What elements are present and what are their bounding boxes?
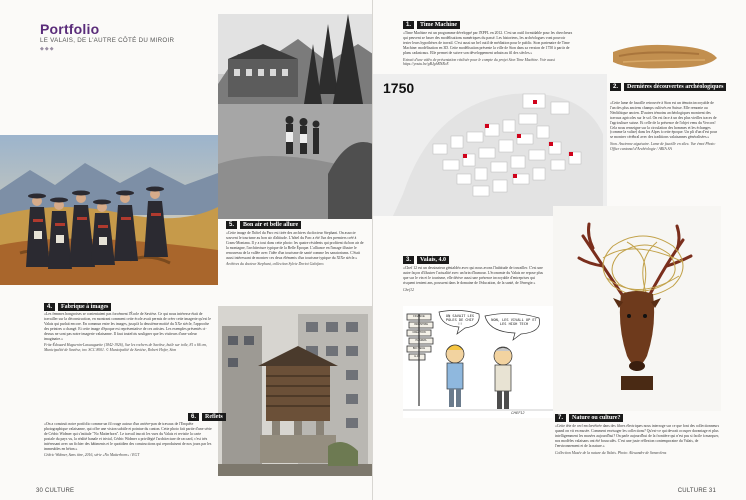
section-6-text: [44, 422, 212, 458]
portfolio-subtitle: LE VALAIS, DE L'AUTRE CÔTÉ DU MIROIR: [40, 37, 175, 44]
signpost-h30: H-30: [414, 355, 420, 358]
painting-illustration: [0, 135, 218, 285]
section-2-text: [610, 101, 720, 152]
cartoon-speech-1: ON SAVAIT LES PÔLES DE CHIF !!: [445, 314, 475, 326]
cartoon-valais-40: [403, 306, 553, 418]
section-5-text: [226, 231, 366, 267]
section-5-number: 5.: [226, 221, 237, 229]
label-section-4: [44, 303, 111, 311]
section-2-title: Dernières découvertes archéologiques: [624, 83, 726, 91]
section-7-credit: Collection Musée de la nature du Valais. Photo: Alexandre de Senarclens: [555, 450, 667, 455]
label-section-3: [403, 256, 449, 264]
label-section-1: [403, 21, 460, 29]
label-section-7: [555, 414, 623, 422]
section-6-credit: Cédric Widmer, Sans titre, 2016, série «No Matterhorn» / EGT: [44, 453, 140, 458]
section-2-number: 2.: [610, 83, 621, 91]
blade-illustration: [609, 38, 721, 78]
signpost-creation: CRÉATION: [412, 331, 426, 334]
section-1-body: «Time Machine est un programme développé par l'EPFL en 2012. C'est un outil formidable pour les chercheurs qui peuvent se baser des modélisations numériques du passé. Les historiens, les archéologues vont pouvoir tester leurs hypothèses de travail. C'est aussi un bel outil de médiation pour le public. Sion partenaire de Time Machine: modélisation en 3D. Cette modélisation présente la ville de Sion dans sa version de 1750 à partir de plans cadastraux. Elle permet de suivre son développement urbain au fil des siècles.»: [403, 31, 573, 55]
label-section-5: [226, 221, 301, 229]
section-2-credit: Sion. Ancienne aiguisaire. Lame de faucille en silex. Vue émoi Photo: Office cantonal d'Archéologie / ARIA SA: [610, 142, 716, 152]
section-6-body: «On a construit notre portfolio comme un fil rouge autour d'un arrière-pan de travaux de l'Enquête photographique valaisanne, qui offre une vision subtile et pointue du canton. Cette photo fait partie d'une série de Cédric Widmer qui s'intitule "No Matterhorn". Le travail inscrit les vues du Valais et revisite la carte postale du pays vu, la réalité banale et trivial, Cédric Widmer a privilégié l'architecture de raccard, c'est très intéressant avec un fichier des bâtiments et le quotidien des constructions qui reproduisent de nos jours par les immeubles en béton.»: [44, 422, 212, 451]
section-6-number: 6.: [188, 413, 199, 421]
hotel-illustration: [218, 14, 373, 219]
photo-deer-head: [553, 206, 721, 411]
deer-illustration: [553, 206, 721, 411]
raccard-illustration: [218, 306, 373, 476]
section-1-credit: Extrait d'une vidéo de présentation réalisée pour le compte du projet Sion Time Machine. Voir aussi https://youtu.be/gBJghRNRcE: [403, 57, 555, 67]
section-5-title: Bon air et belle allure: [240, 221, 301, 229]
section-4-credit: Fritz-Édouard Huguenin-Lassauguette (1842-1926), Sur les rochers de Savièse, huile sur toile, 81 x 66 cm, Municipalité de Savièse, inv. SCC 8001. © Municipalité de Savièse, Robert Hofer, Sion: [44, 343, 207, 353]
folio-right: CULTURE 31: [677, 488, 716, 494]
section-4-title: Fabrique à images: [58, 303, 111, 311]
section-5-body: «Cette image de l'hôtel du Parc est tirée des archives du docteur Stephani. On associe souvent le tourisme au bon air d'altitude. L'hôtel du Parc a été l'un des premiers créé à Crans-Montana. Il y a tout dans cette photo: les quatre résidents qui profitent du bon air de la montagne, l'architecture typique de la Belle Époque. L'alliance en l'image illustre le renouveau de la vallée avec l'idée d'un tourisme de santé comme les sanatoriums. C'était aussi intéressant de montrer ces deux éléments d'un tourisme typique du XIXe siècle.»: [226, 231, 364, 260]
section-1-title: Time Machine: [417, 21, 460, 29]
section-1-number: 1.: [403, 21, 414, 29]
section-4-body: «Les femmes hongroises se contentaient pas forcément l'École de Savièse. Ce qui nous intéresse était de travailler sur la déconstruction, en montrant comment cette école avait permis de créer cette imagerie qu'est le Valais qui parlait encore. En commun entre les images, jusqu'à la deuxième moitié du XXe siècle, l'approche des peintres a changé. Et cette image d'époque est représentative de ces artistes. Les exemples présentés ci-dessus ne sont pas notre imagerie valaisanne. Il faut toutefois souligner que les visiteurs d'une valeur imaginaire.»: [44, 312, 211, 341]
section-3-body: «Chef 12 est un dessinateur génialdéo avec qui nous avons l'habitude de travailler. C'est une autre façon d'illustrer l'actualité avec un brin d'humour. L'économie du Valais ne repose plus que sur le vin et le tourisme, elle dérive aussi une présence incroyable d'entreprises qui risquent tentent ans, poussent dans le domaine de l'éducation, de la santé, de l'énergie.»: [403, 266, 543, 285]
signpost-pharma: PHARMA: [415, 339, 427, 342]
photo-sickle-blade: [609, 38, 721, 78]
section-4-number: 4.: [44, 303, 55, 311]
photo-hotel-du-parc: [218, 14, 373, 219]
section-4-text: [44, 312, 212, 353]
signpost-finance: FINANCE: [413, 315, 425, 318]
folio-left: 30 CULTURE: [36, 488, 75, 494]
painting-saviese: [0, 135, 218, 285]
section-3-text: [403, 266, 543, 293]
section-3-credit: Chef12: [403, 287, 414, 292]
photo-raccard: [218, 306, 373, 476]
section-7-title: Nature ou culture?: [569, 414, 623, 422]
label-section-2: [610, 83, 726, 91]
cartoon-speech-2: NON, LES VIVALL UP ET LES HIGH TECH: [491, 318, 537, 326]
section-7-text: [555, 424, 721, 455]
section-2-body: «Cette lame de faucille retrouvée à Sion est un témoin incroyable de l'un des plus anciens champs cultivés en Suisse. Elle remonte au Néolithique ancien. D'autres témoins archéologiques montrent des travaux agricoles sur le sol. On est face à un des plus vieilles traces de l'agriculture suisse. Et celle de la présence de l'objet venu du Vercors! Cela nous renseigne sur la circulation des hommes et les échanges (comme la valise) dans les Alpes à cette époque. Un pli d'un d'est pour se montrer cérébral avec des traditions valaisannes généralisées.»: [610, 101, 718, 140]
section-1-text: [403, 31, 573, 67]
section-5-credit: Archives du docteur Stephani, collection Sylvie Doriot Galofaro.: [226, 262, 325, 267]
map-sion-1750: [373, 74, 607, 216]
signpost-industrie: INDUSTRIE: [414, 323, 428, 326]
right-page: [373, 0, 746, 500]
section-7-number: 7.: [555, 414, 566, 422]
section-3-title: Valais, 4.0: [417, 256, 449, 264]
section-7-body: «Cette tête de cerf enchevêtrée dans des fibres électriques nous interroge sur ce que font des collectionneurs quand on vit en musée. Comment envisager les collections? Qu'est-ce qui devrait occuper davantage et plus intelligemment les musées aujourd'hui? On parle aujourd'hui de la frontière qui n'est pas si facile à marquer, nos modèles valaisans ont été bousculés. C'est une juste réflexion contemporaine du Valais, de l'environnement et de la nature.»: [555, 424, 720, 448]
label-section-6: [188, 413, 226, 421]
section-6-title: Reflets: [202, 413, 226, 421]
ornament-dots: ◆◆◆: [40, 46, 55, 52]
cartoon-signature: CHEF12: [511, 411, 525, 415]
section-3-number: 3.: [403, 256, 414, 264]
portfolio-kicker: Portfolio: [40, 21, 100, 37]
signpost-biotech: BIO TECH: [412, 347, 426, 350]
map-year-label: 1750: [383, 80, 415, 96]
